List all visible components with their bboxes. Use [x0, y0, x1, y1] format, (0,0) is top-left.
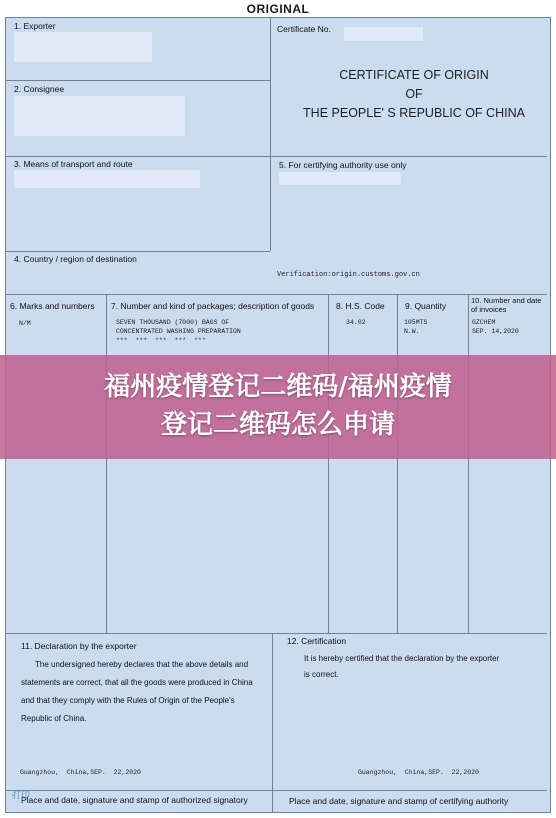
hs-header: 8. H.S. Code [336, 301, 385, 311]
banner-line-2: 登记二维码怎么申请 [160, 410, 395, 440]
certification-footer: Place and date, signature and stamp of certifying authority [289, 796, 509, 806]
certification-line-1: It is hereby certified that the declaration by the exporter [304, 654, 500, 663]
transport-label: 3. Means of transport and route [14, 159, 133, 169]
quantity-header: 9. Quantity [405, 301, 447, 311]
overlay-banner [0, 355, 556, 459]
declaration-place-date: Guangzhou, China,SEP. 22,2020 [20, 769, 141, 776]
marks-header: 6. Marks and numbers [10, 301, 95, 311]
invoice-header: 10. Number and date of invoices [471, 296, 542, 314]
marks-value: N/M [19, 320, 31, 327]
country-label: 4. Country / region of destination [14, 254, 137, 264]
title-line-3: THE PEOPLE' S REPUBLIC OF CHINA [303, 106, 525, 120]
certificate-no-redacted [344, 27, 423, 41]
print-stamp: 打印 [12, 790, 31, 800]
banner-text [0, 368, 556, 444]
divider-h-exporter [6, 80, 270, 81]
consignee-redacted [14, 96, 185, 136]
title-line-2: OF [405, 87, 423, 101]
invoice-value: GZCHEM SEP. 14,2020 [472, 319, 519, 335]
banner-line-1: 福州疫情登记二维码/福州疫情 [104, 372, 452, 402]
declaration-line-3: and that they comply with the Rules of Origin of the People's [21, 696, 235, 705]
authority-label: 5. For certifying authority use only [279, 160, 407, 170]
quantity-value: 105MTS N.W. [404, 319, 428, 335]
divider-h-footer [6, 790, 547, 791]
certification-place-date: Guangzhou, China,SEP. 22,2020 [358, 769, 479, 776]
certificate-no-label: Certificate No. [277, 24, 331, 34]
divider-v-packages [328, 294, 329, 633]
consignee-label: 2. Consignee [14, 84, 65, 94]
divider-h-table-top [6, 294, 547, 295]
exporter-redacted [14, 32, 152, 62]
divider-h-consignee [6, 156, 547, 157]
declaration-line-2: statements are correct, that all the goods were produced in China [21, 678, 253, 687]
declaration-line-1: The undersigned hereby declares that the above details and [35, 660, 249, 669]
declaration-title: 11. Declaration by the exporter [21, 641, 137, 651]
packages-header: 7. Number and kind of packages; description of goods [111, 301, 315, 311]
divider-v-bottom [272, 633, 273, 813]
certification-title: 12. Certification [287, 636, 347, 646]
title-line-1: CERTIFICATE OF ORIGIN [339, 68, 489, 82]
divider-vertical-top [270, 18, 271, 251]
packages-value: SEVEN THOUSAND (7000) BAGS OF CONCENTRATED WASHING PREPARATION *** *** *** *** *** [116, 319, 241, 344]
verification-text: Verification:origin.customs.gov.cn [277, 271, 420, 279]
divider-v-marks [106, 294, 107, 633]
hs-value: 34.02 [346, 319, 366, 326]
divider-v-quantity [468, 294, 469, 633]
divider-h-table-bottom [6, 633, 547, 634]
certification-line-2: is correct. [304, 670, 339, 679]
exporter-label: 1. Exporter [14, 21, 56, 31]
declaration-footer: Place and date, signature and stamp of authorized signatory [21, 795, 248, 805]
original-label: ORIGINAL [246, 2, 310, 16]
transport-redacted [14, 170, 200, 188]
divider-h-transport [6, 251, 270, 252]
divider-v-hs [397, 294, 398, 633]
certificate-title [276, 66, 552, 123]
authority-redacted [279, 172, 401, 185]
declaration-line-4: Republic of China. [21, 714, 87, 723]
